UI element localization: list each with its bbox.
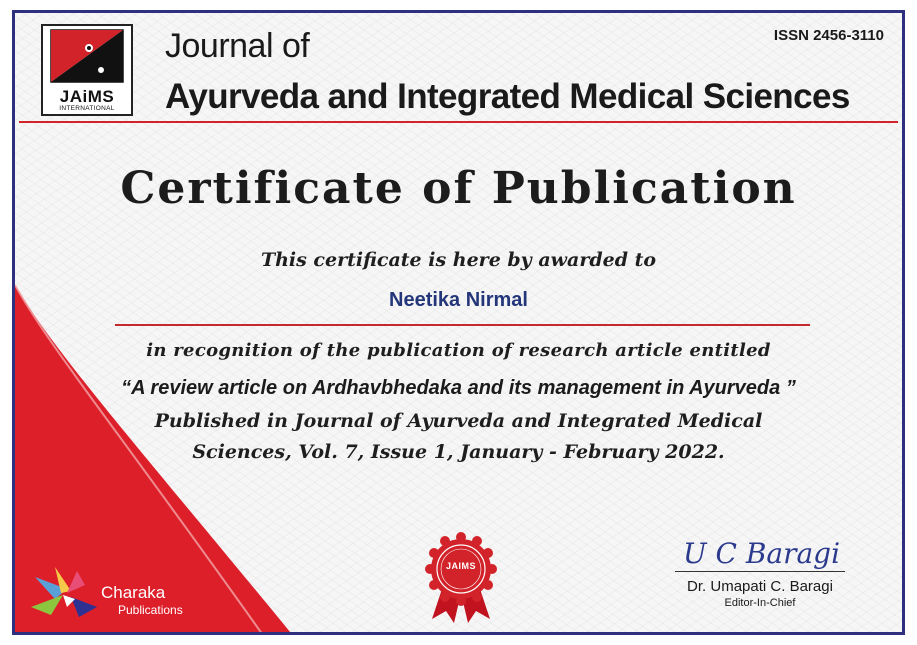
signature-line [675,571,845,572]
publisher-name: Charaka [101,583,166,602]
certificate-title: Certificate of Publication [120,163,797,214]
jaims-logo [41,24,133,116]
signatory-role: Editor-In-Chief [724,597,796,609]
certificate-frame [12,10,905,635]
signature-text: U C Baragi [683,537,841,570]
logo-subtext: INTERNATIONAL [59,105,115,112]
charaka-logo-icon [27,563,103,623]
issn-number: ISSN 2456-3110 [773,27,884,44]
published-line-2: Sciences, Vol. 7, Issue 1, January - February 2022. [192,441,725,463]
recognition-text: in recognition of the publication of research article entitled [146,340,771,361]
journal-title-line1: Journal of [165,27,310,65]
logo-text: JAiMS [59,87,115,106]
recipient-name: Neetika Nirmal [389,289,528,311]
logo-emblem-icon [43,26,131,86]
header-divider [19,121,898,123]
article-title: “A review article on Ardhavbhedaka and its management in Ayurveda ” [121,377,796,399]
journal-title-line2: Ayurveda and Integrated Medical Sciences [165,77,850,116]
published-line-1: Published in Journal of Ayurveda and Integrated Medical [154,410,763,432]
publisher-subtitle: Publications [118,603,183,617]
signatory-name: Dr. Umapati C. Baragi [687,578,833,595]
awarded-text: This certificate is here by awarded to [260,249,657,271]
seal-badge-icon [422,531,500,623]
signature-image [675,533,855,573]
recipient-underline [115,324,810,326]
seal-label: JAIMS [445,561,476,571]
